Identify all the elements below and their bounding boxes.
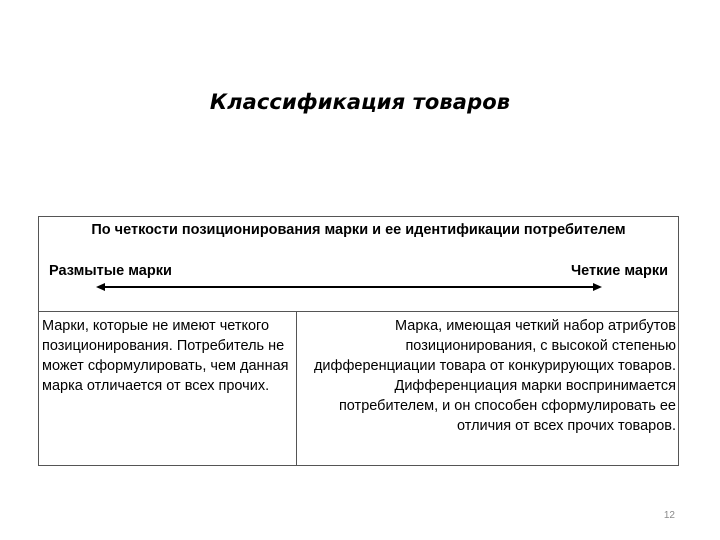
- clear-brands-label: Четкие марки: [570, 263, 668, 279]
- table-header: [39, 217, 678, 312]
- blurred-brands-description: Марки, которые не имеют четкого позиционирования. Потребитель не может сформулировать, чем данная марка отличается от всех прочих.: [39, 312, 297, 466]
- page-number: 12: [663, 510, 675, 521]
- table-header-title: По четкости позиционирования марки и ее идентификации потребителем: [91, 222, 626, 238]
- double-arrow-icon: [96, 281, 602, 293]
- slide-title: Классификация товаров: [209, 90, 511, 114]
- blurred-brands-label: Размытые марки: [49, 263, 172, 279]
- clear-brands-description: Марка, имеющая четкий набор атрибутов позиционирования, с высокой степенью дифференциации товара от конкурирующих товаров. Дифференциация марки воспринимается потребителем, и он способен сформулировать ее отличия от всех прочих товаров.: [313, 318, 676, 434]
- classification-table: [38, 216, 679, 466]
